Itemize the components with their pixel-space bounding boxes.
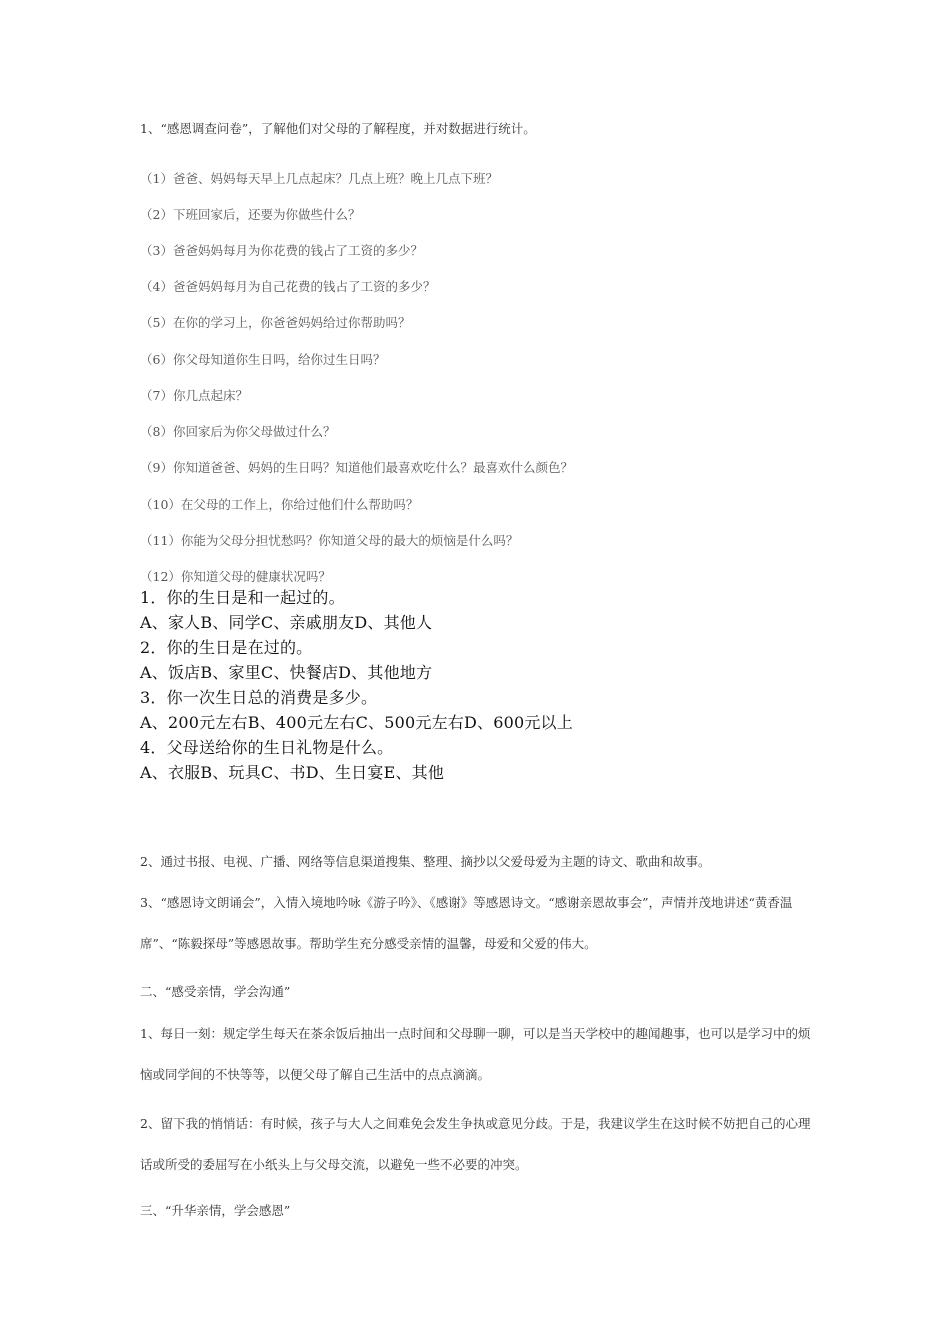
survey-options-2: A、饭店B、家里C、快餐店D、其他地方 [140,663,433,682]
question-6: （6）你父母知道你生日吗，给你过生日吗？ [140,352,386,367]
survey-question-2: 2．你的生日是在过的。 [140,638,313,657]
intro-text: 1、“感恩调查问卷”，了解他们对父母的了解程度，并对数据进行统计。 [140,121,536,136]
question-5: （5）在你的学习上，你爸爸妈妈给过你帮助吗？ [140,315,411,330]
question-7: （7）你几点起床？ [140,388,248,403]
question-3: （3）爸爸妈妈每月为你花费的钱占了工资的多少？ [140,243,423,258]
section-2-item-2: 2、留下我的悄悄话：有时候，孩子与大人之间难免会发生争执或意见分歧。于是，我建议学生在这时候不妨把自己的心理话或所受的委屈写在小纸头上与父母交流，以避免一些不必要的冲突。 [140,1116,811,1172]
survey-options-3: A、200元左右B、400元左右C、500元左右D、600元以上 [140,713,573,732]
section-3-title: 三、“升华亲情，学会感恩” [140,1203,291,1218]
question-8: （8）你回家后为你父母做过什么？ [140,424,336,439]
section-2-title: 二、“感受亲情，学会沟通” [140,984,291,999]
survey-question-4: 4．父母送给你的生日礼物是什么。 [140,738,394,757]
activity-item-3: 3、“感恩诗文朗诵会”，入情入境地吟咏《游子吟》、《感谢》等感恩诗文。“感谢亲恩故事会”，声情并茂地讲述“黄香温席”、“陈毅探母”等感恩故事。帮助学生充分感受亲情的温馨，母爱和父爱的伟大。 [140,895,793,951]
question-11: （11）你能为父母分担忧愁吗？你知道父母的最大的烦恼是什么吗？ [140,533,519,548]
activity-item-2: 2、通过书报、电视、广播、网络等信息渠道搜集、整理、摘抄以父爱母爱为主题的诗文、歌曲和故事。 [140,854,711,869]
question-2: （2）下班回家后，还要为你做些什么？ [140,207,361,222]
section-2-item-1: 1、每日一刻：规定学生每天在茶余饭后抽出一点时间和父母聊一聊，可以是当天学校中的趣闻趣事，也可以是学习中的烦恼或同学间的不快等等，以便父母了解自己生活中的点点滴滴。 [140,1026,811,1082]
survey-question-1: 1．你的生日是和一起过的。 [140,588,345,607]
survey-question-3: 3．你一次生日总的消费是多少。 [140,688,378,707]
survey-options-4: A、衣服B、玩具C、书D、生日宴E、其他 [140,763,445,782]
question-1: （1）爸爸、妈妈每天早上几点起床？几点上班？晚上几点下班？ [140,171,498,186]
question-10: （10）在父母的工作上，你给过他们什么帮助吗？ [140,497,419,512]
question-9: （9）你知道爸爸、妈妈的生日吗？知道他们最喜欢吃什么？最喜欢什么颜色？ [140,460,573,475]
survey-options-1: A、家人B、同学C、亲戚朋友D、其他人 [140,613,433,632]
question-4: （4）爸爸妈妈每月为自己花费的钱占了工资的多少？ [140,279,436,294]
question-12: （12）你知道父母的健康状况吗？ [140,569,331,584]
